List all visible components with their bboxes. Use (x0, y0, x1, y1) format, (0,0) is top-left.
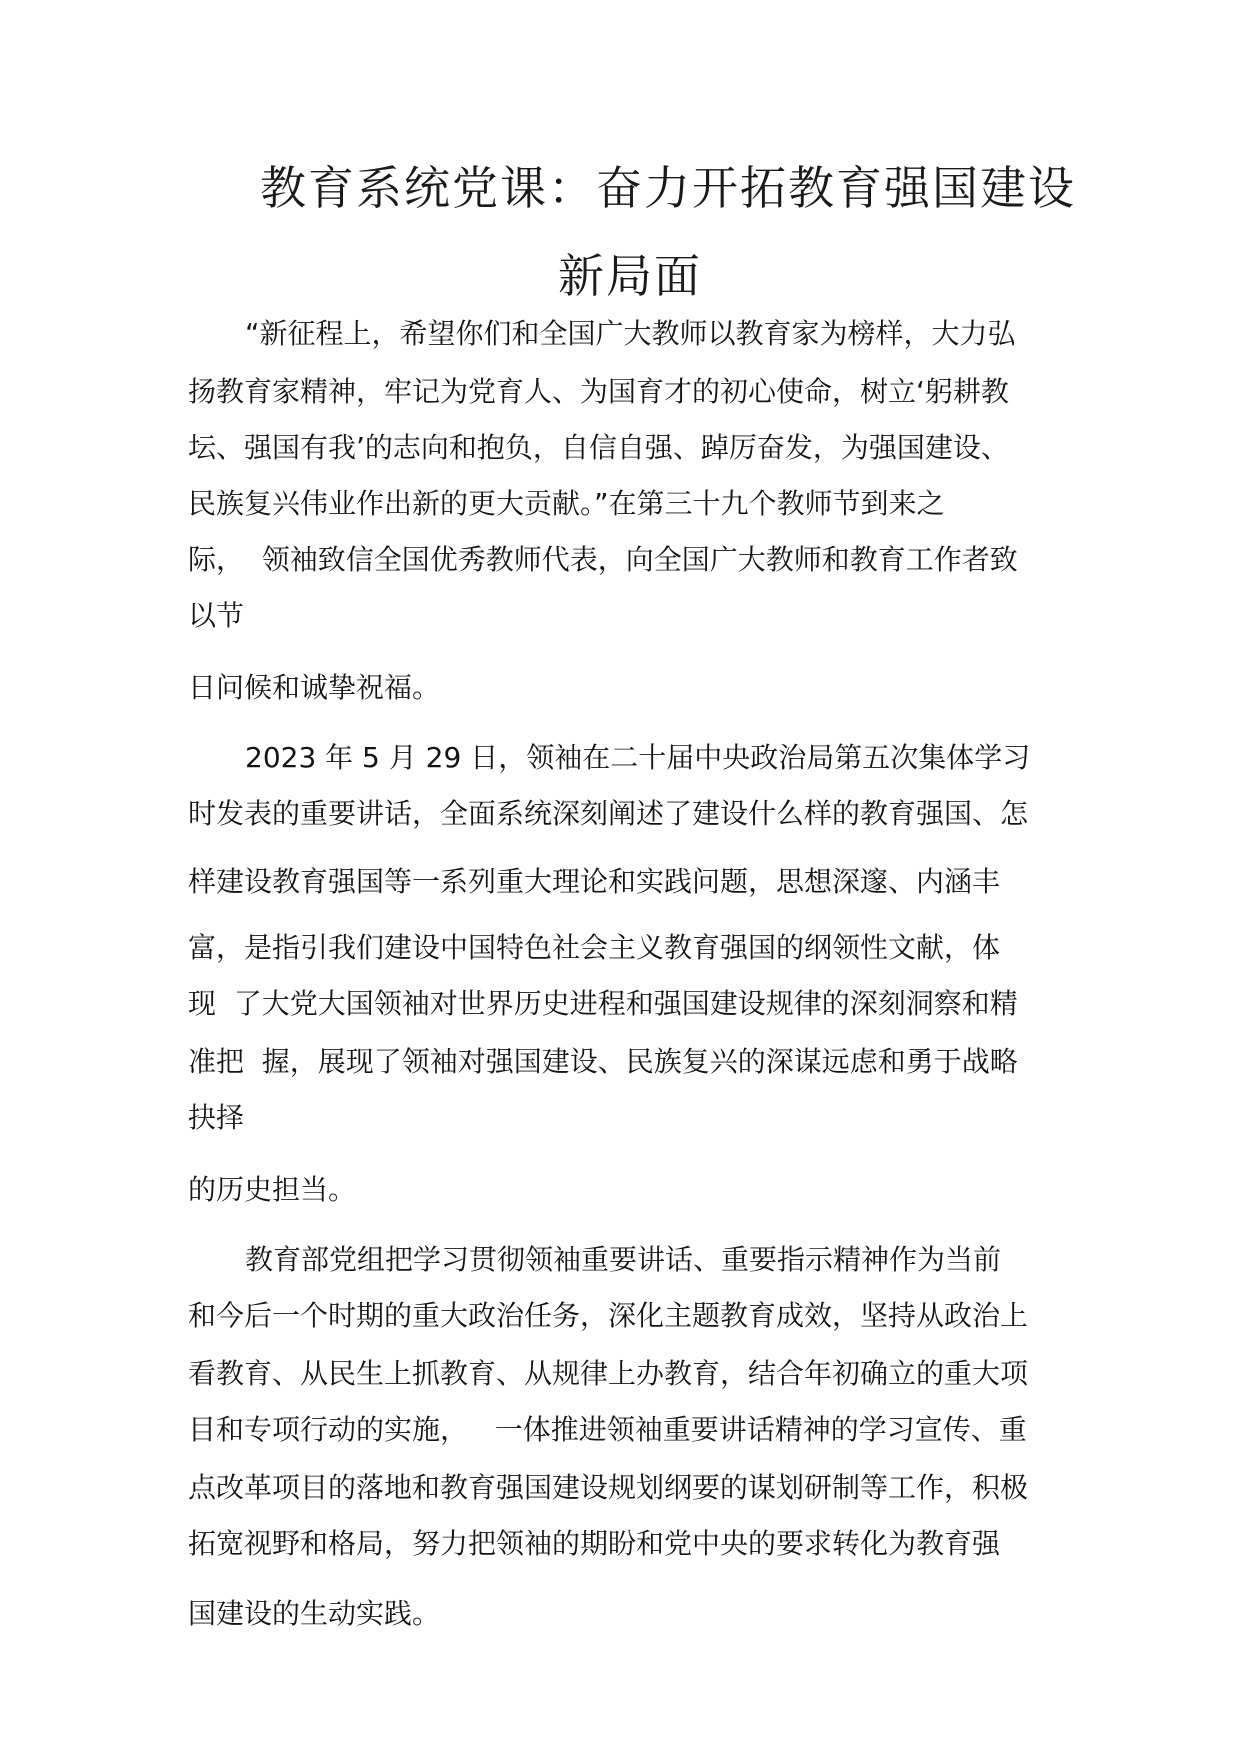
paragraph-line: 样建设教育强国等一系列重大理论和实践问题，思想深邃、内涵丰 (188, 865, 1001, 898)
paragraph-line: 现 了大党大国领袖对世界历史进程和强国建设规律的深刻洞察和精 (188, 987, 1018, 1020)
paragraph-line: 国建设的生动实践。 (188, 1597, 441, 1630)
paragraph-line: 民族复兴伟业作出新的更大贡献。”在第三十九个教师节到来之 (188, 487, 945, 520)
paragraph-line: 点改革项目的落地和教育强国建设规划纲要的谋划研制等工作，积极 (188, 1471, 1029, 1504)
paragraph-line: 和今后一个时期的重大政治任务，深化主题教育成效，坚持从政治上 (188, 1299, 1029, 1332)
paragraph-line: 准把 握，展现了领袖对强国建设、民族复兴的深谋远虑和勇于战略 (188, 1045, 1018, 1078)
paragraph-line: 扬教育家精神，牢记为党育人、为国育才的初心使命，树立‘躬耕教 (188, 375, 1009, 408)
paragraph-line: “新征程上，希望你们和全国广大教师以教育家为榜样，大力弘 (245, 317, 1016, 350)
paragraph-line: 目和专项行动的实施， 一体推进领袖重要讲话精神的学习宣传、重 (188, 1413, 1027, 1446)
paragraph-line: 以节 (188, 599, 245, 632)
paragraph-line: 抉择 (188, 1101, 245, 1134)
document-title-line-1: 教育系统党课：奋力开拓教育强国建设 (260, 161, 1076, 215)
paragraph-line: 日问候和诚挚祝福。 (188, 671, 441, 704)
paragraph-line: 富，是指引我们建设中国特色社会主义教育强国的纲领性文献，体 (188, 931, 1001, 964)
paragraph-line: 的历史担当。 (188, 1173, 357, 1206)
paragraph-line: 看教育、从民生上抓教育、从规律上办教育，结合年初确立的重大项 (188, 1357, 1029, 1390)
paragraph-line: 教育部党组把学习贯彻领袖重要讲话、重要指示精神作为当前 (245, 1243, 1002, 1276)
paragraph-line: 坛、强国有我’的志向和抱负，自信自强、踔厉奋发，为强国建设、 (188, 431, 1009, 464)
paragraph-line: 时发表的重要讲话，全面系统深刻阐述了建设什么样的教育强国、怎 (188, 797, 1029, 830)
document-title-line-2: 新局面 (558, 249, 702, 303)
paragraph-line: 2023 年 5 月 29 日，领袖在二十届中央政治局第五次集体学习 (245, 741, 1031, 774)
paragraph-line: 际， 领袖致信全国优秀教师代表，向全国广大教师和教育工作者致 (188, 543, 1018, 576)
paragraph-line: 拓宽视野和格局，努力把领袖的期盼和党中央的要求转化为教育强 (188, 1527, 1001, 1560)
